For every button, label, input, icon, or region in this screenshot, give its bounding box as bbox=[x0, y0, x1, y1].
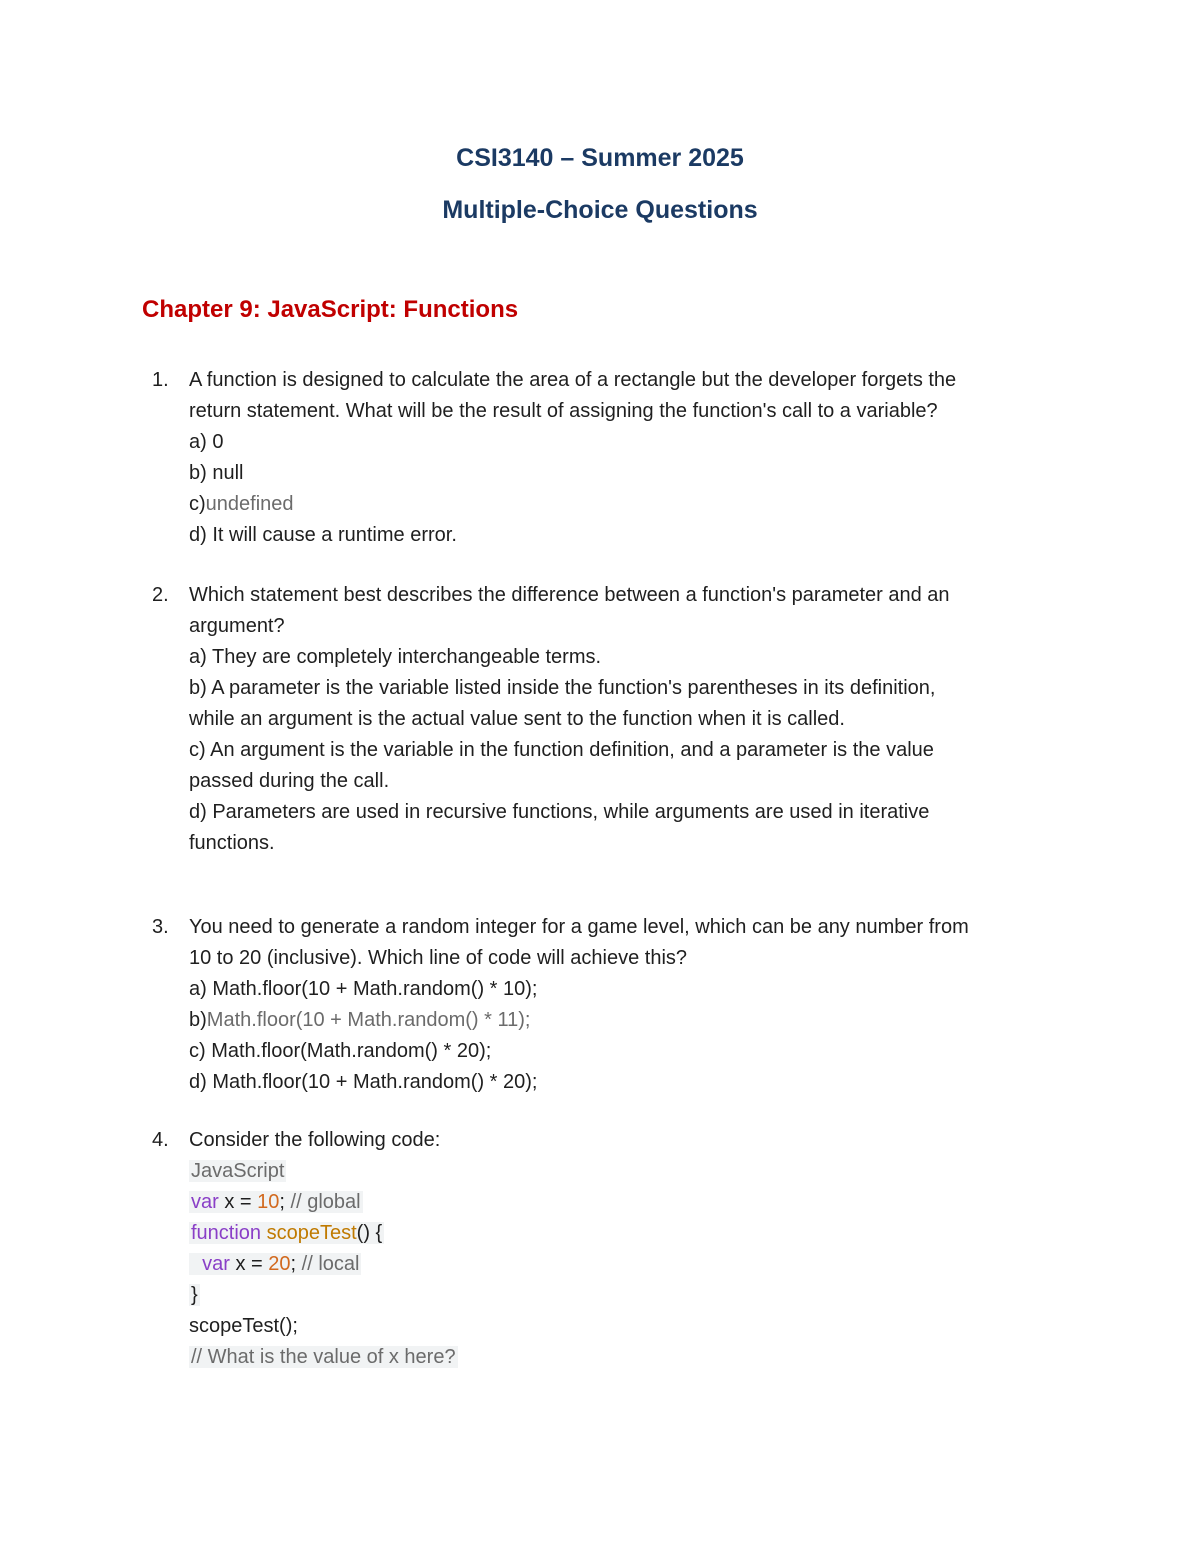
option-value: Math.floor(10 + Math.random() * 11); bbox=[206, 1009, 531, 1031]
code-line-2: function scopeTest() { bbox=[191, 1222, 383, 1244]
option-c: c) An argument is the variable in the function definition, and a parameter is the value bbox=[189, 739, 934, 761]
option-b bbox=[189, 1005, 1062, 1036]
option-c: c) Math.floor(Math.random() * 20); bbox=[189, 1040, 492, 1062]
option-b: b) null bbox=[189, 462, 244, 484]
option-d: d) Math.floor(10 + Math.random() * 20); bbox=[189, 1071, 538, 1093]
question-number: 2. bbox=[152, 584, 169, 606]
question-number: 1. bbox=[152, 369, 169, 391]
option-c bbox=[189, 489, 1062, 520]
question-text: argument? bbox=[189, 615, 285, 637]
option-b: b) A parameter is the variable listed inside the function's parentheses in its definition, bbox=[189, 677, 936, 699]
option-label: c) bbox=[189, 493, 206, 515]
option-d-continued: functions. bbox=[189, 832, 275, 854]
question-text: A function is designed to calculate the area of a rectangle but the developer forgets the bbox=[189, 369, 957, 391]
code-line-3: var x = 20; // local bbox=[189, 1249, 1062, 1280]
question-text: 10 to 20 (inclusive). Which line of code will achieve this? bbox=[189, 947, 688, 969]
question-number: 3. bbox=[152, 916, 169, 938]
question-text: return statement. What will be the result of assigning the function's call to a variable? bbox=[189, 400, 938, 422]
question-text: Which statement best describes the difference between a function's parameter and an bbox=[189, 584, 950, 606]
document-subtitle: Multiple-Choice Questions bbox=[442, 196, 758, 224]
document-title: CSI3140 – Summer 2025 bbox=[456, 144, 744, 172]
chapter-heading: Chapter 9: JavaScript: Functions bbox=[142, 296, 519, 323]
option-d: d) Parameters are used in recursive functions, while arguments are used in iterative bbox=[189, 801, 930, 823]
option-c-continued: passed during the call. bbox=[189, 770, 390, 792]
question-number: 4. bbox=[152, 1129, 169, 1151]
option-d: d) It will cause a runtime error. bbox=[189, 524, 457, 546]
code-line-4: } bbox=[191, 1284, 198, 1306]
question-2 bbox=[152, 580, 1062, 859]
option-b-continued: while an argument is the actual value sent to the function when it is called. bbox=[189, 708, 845, 730]
option-label: b) bbox=[189, 1009, 207, 1031]
code-line-6: // What is the value of x here? bbox=[191, 1346, 456, 1368]
question-text: You need to generate a random integer for a game level, which can be any number from bbox=[189, 916, 969, 938]
option-value: undefined bbox=[205, 493, 294, 515]
option-a: a) Math.floor(10 + Math.random() * 10); bbox=[189, 978, 538, 1000]
code-line-5: scopeTest(); bbox=[189, 1315, 298, 1337]
question-text: Consider the following code: bbox=[189, 1129, 441, 1151]
code-line-1: var x = 10; // global bbox=[191, 1191, 361, 1213]
question-3 bbox=[152, 912, 1062, 1098]
option-a: a) They are completely interchangeable terms. bbox=[189, 646, 602, 668]
code-language-label: JavaScript bbox=[191, 1160, 285, 1182]
question-1 bbox=[152, 365, 1062, 551]
option-a: a) 0 bbox=[189, 431, 224, 453]
code-block bbox=[189, 1156, 1062, 1373]
question-4 bbox=[152, 1125, 1062, 1373]
